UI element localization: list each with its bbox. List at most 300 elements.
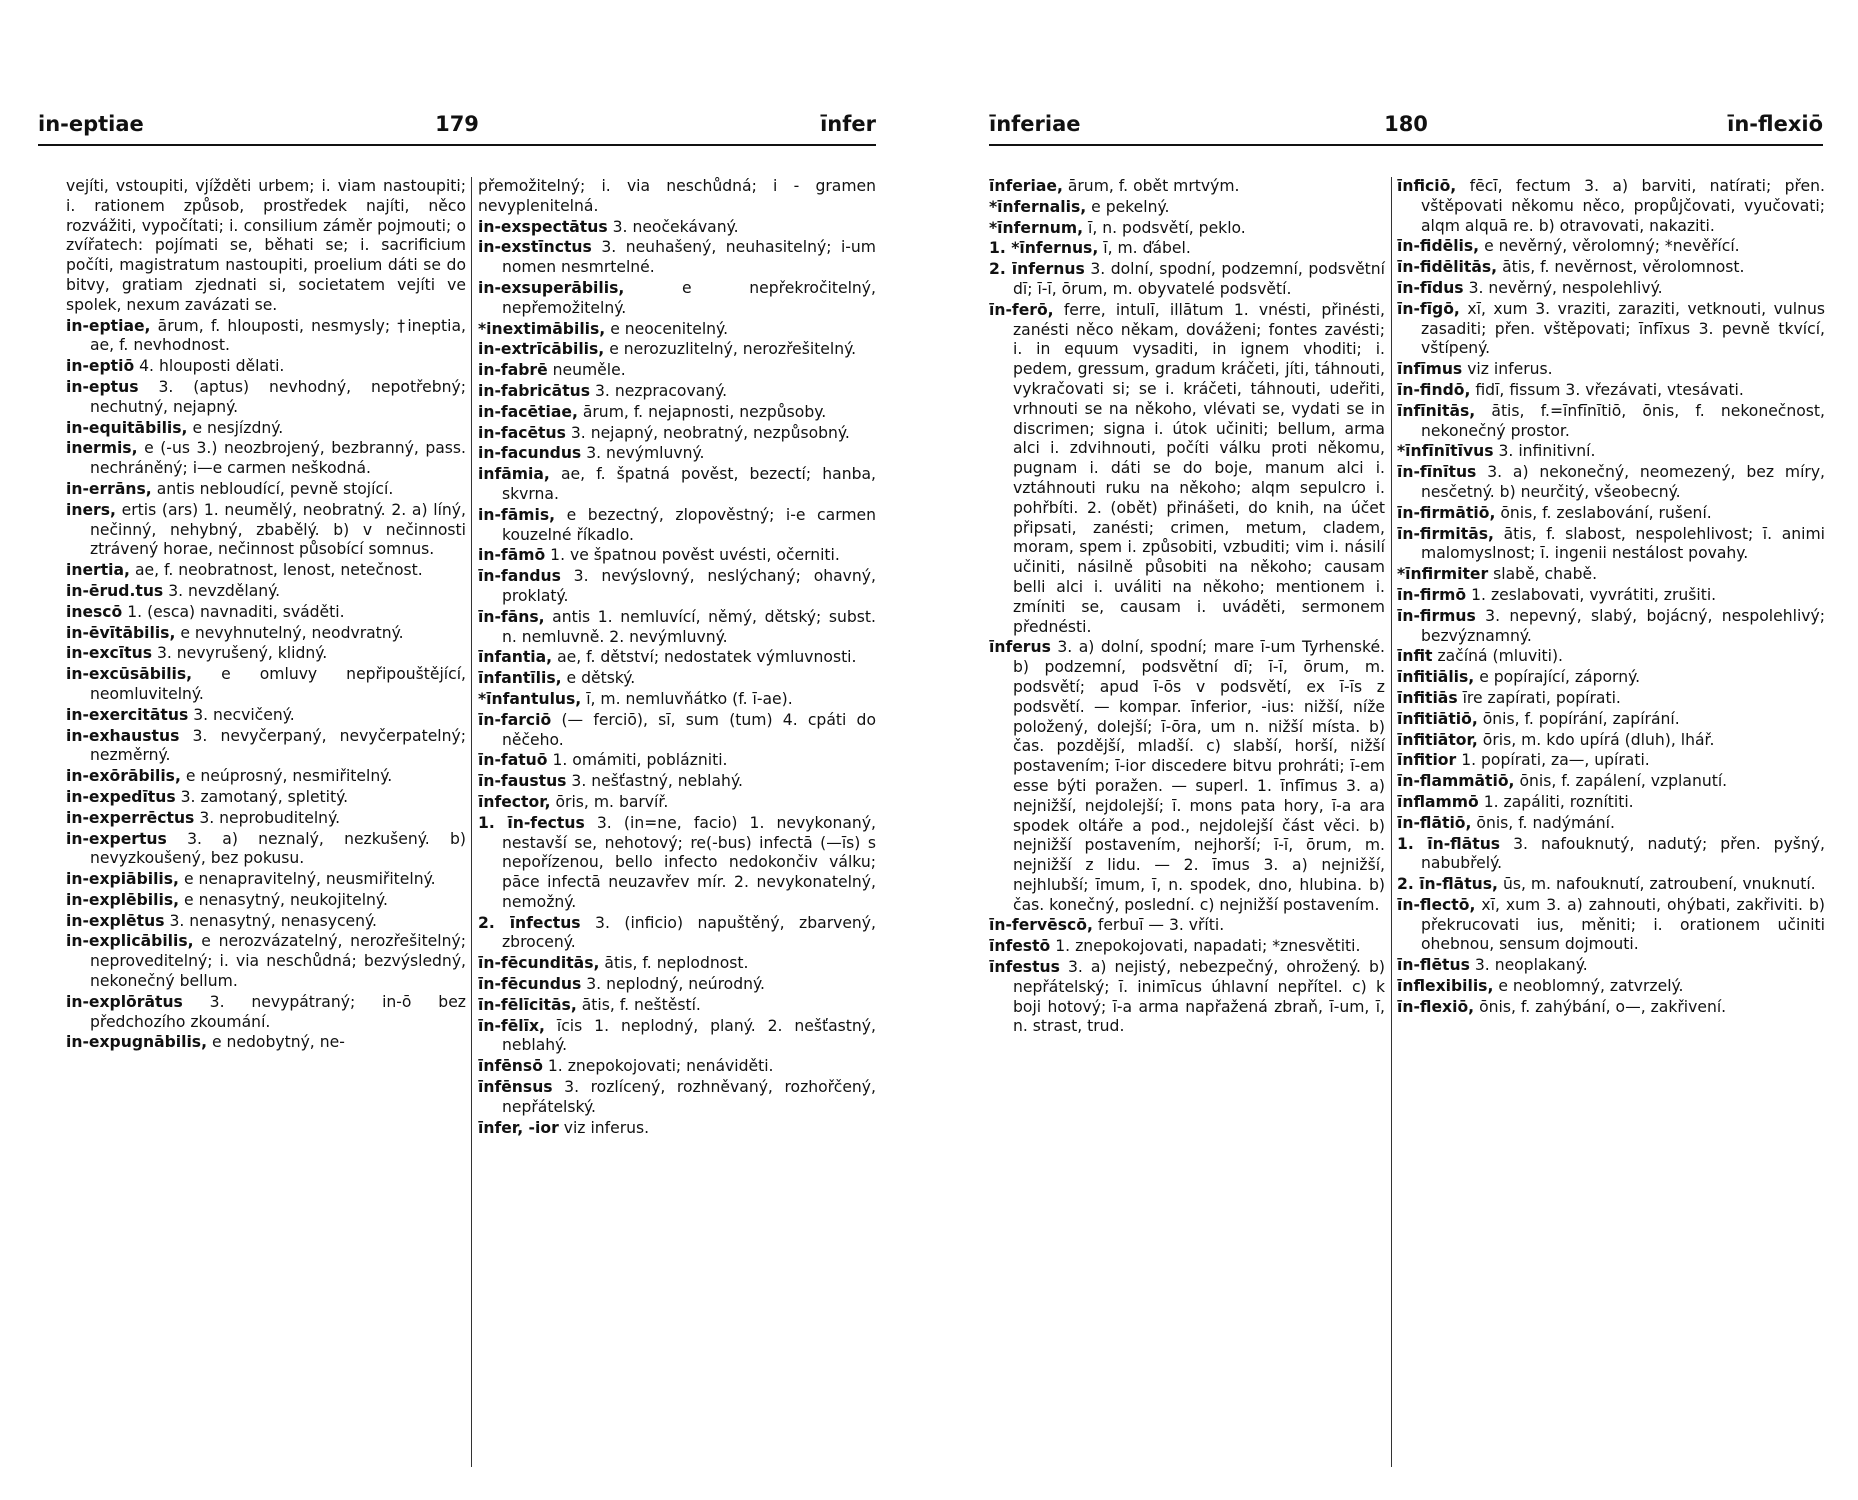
definition-text: antis nebloudící, pevně stojící. [156, 479, 394, 498]
definition-text: 1. znepokojovati; nenáviděti. [547, 1057, 774, 1076]
definition-text: 3. nevypátraný; in-ō bez předchozího zkoumání. [90, 992, 466, 1031]
page-number: 179 [435, 112, 479, 136]
headword: īnfestus [989, 958, 1060, 977]
definition-text: e neoblomný, zatvrzelý. [1498, 977, 1684, 996]
definition-text: ī, m. nemluvňátko (f. ī-ae). [586, 689, 793, 708]
dictionary-entry [1397, 279, 1825, 299]
headword: 1. īn-fectus [478, 813, 585, 832]
definition-text: 3. nevýmluvný. [586, 444, 705, 463]
definition-text: antis 1. nemluvící, němý, dětský; subst. n. nemluvně. 2. nevýmluvný. [502, 607, 876, 646]
column-divider [471, 177, 472, 1467]
headword: īnficiō, [1397, 177, 1457, 195]
definition-text: ae, f. dětství; nedostatek výmluvnosti. [557, 648, 857, 667]
headword: īnferiae, [989, 177, 1063, 195]
dictionary-entry [66, 603, 466, 623]
definition-text: 3. zamotaný, spletitý. [180, 787, 349, 806]
definition-text: ōris, m. barvíř. [555, 792, 669, 811]
headword: īnflexibilis, [1397, 977, 1494, 996]
headword: īnfantia, [478, 648, 553, 667]
headword: inescō [66, 602, 123, 621]
definition-text: e neocenitelný. [610, 319, 729, 338]
headword: in-fabricātus [478, 381, 591, 400]
dictionary-entry [1397, 998, 1825, 1018]
headword: in-facētus [478, 423, 566, 442]
dictionary-entry [478, 711, 876, 751]
dictionary-entry [66, 932, 466, 991]
headword: 2. īnfernus [989, 260, 1085, 279]
dictionary-entry [1397, 977, 1825, 997]
dictionary-entry [66, 419, 466, 439]
definition-text: 3. infinitivní. [1498, 442, 1596, 461]
dictionary-entry [478, 954, 876, 974]
headword: īnfitiās [1397, 688, 1458, 707]
headword: inertia, [66, 561, 130, 580]
headword: īn-firmus [1397, 606, 1476, 625]
dictionary-entry [66, 870, 466, 890]
dictionary-entry [1397, 731, 1825, 751]
headword: in-exercitātus [66, 705, 189, 724]
definition-text: 3. nevzdělaný. [168, 581, 281, 600]
dictionary-entry [66, 912, 466, 932]
definition-text: e nedobytný, ne- [211, 1033, 345, 1052]
headword: īnfer, -ior [478, 1118, 559, 1137]
dictionary-entry [1397, 402, 1825, 442]
dictionary-entry [1397, 258, 1825, 278]
definition-text: ātis, f. neštěstí. [581, 995, 701, 1014]
definition-text: ferbuī — 3. vříti. [1097, 916, 1225, 935]
definition-text: ae, f. špatná pověst, bezectí; hanba, skvrna. [502, 465, 876, 503]
definition-text: 3. nenasytný, nenasycený. [169, 911, 377, 930]
definition-text: 1. popírati, za—, upírati. [1461, 751, 1650, 770]
headword: īnferus [989, 638, 1051, 657]
dictionary-entry [478, 1057, 876, 1077]
dictionary-entry [478, 793, 876, 813]
headword: īn-faustus [478, 772, 567, 791]
dictionary-entry [478, 465, 876, 505]
definition-text: e dětský. [566, 669, 636, 688]
dictionary-entry [478, 506, 876, 546]
headword: in-facētiae, [478, 402, 578, 421]
dictionary-entry [478, 608, 876, 648]
headword: *īnfernalis, [989, 197, 1087, 216]
headword: in-equitābilis, [66, 418, 188, 437]
definition-text: ōnis, f. popírání, zapírání. [1482, 709, 1680, 728]
definition-text: 3. neočekávaný. [612, 217, 739, 236]
dictionary-entry [66, 993, 466, 1033]
definition-text: ī, n. podsvětí, peklo. [1088, 218, 1246, 237]
definition-text: viz inferus. [1467, 360, 1553, 379]
dictionary-entry [66, 439, 466, 479]
headword: in-exsuperābilis, [478, 278, 625, 297]
definition-text: 3. necvičený. [193, 705, 295, 724]
running-head [38, 112, 876, 146]
dictionary-entry [478, 669, 876, 689]
dictionary-entry [1397, 300, 1825, 359]
headword: īn-firmātiō, [1397, 503, 1496, 522]
definition-text: 3. a) nejistý, nebezpečný, ohrožený. b) nepřátelský; ī. inimīcus úhlavní nepřítel. c) k boji hotový; ī-a arma napřažená zbraň, ī-um, ī, n. strast, trud. [1013, 958, 1385, 1036]
definition-text: 3. nepevný, slabý, bojácný, nespolehlivý; bezvýznamný. [1421, 606, 1825, 645]
definition-text: ūs, m. nafouknutí, zatroubení, vnuknutí. [1502, 875, 1816, 894]
headword: īn-fidēlis, [1397, 237, 1480, 256]
dictionary-entry [478, 996, 876, 1016]
headword: in-expedītus [66, 787, 176, 806]
dictionary-entry [1397, 381, 1825, 401]
headword: īnfantīlis, [478, 669, 562, 688]
dictionary-entry [1397, 793, 1825, 813]
headword: īn-firmō [1397, 585, 1467, 604]
dictionary-entry [66, 582, 466, 602]
definition-text: (— ferciō), sī, sum (tum) 4. cpáti do něčeho. [502, 710, 876, 749]
headword: iners, [66, 500, 116, 519]
dictionary-entry [66, 624, 466, 644]
definition-text: 1. znepokojovati, napadati; *znesvětiti. [1055, 937, 1361, 956]
definition-text: 3. nevyčerpaný, nevyčerpatelný; nezměrný. [90, 726, 466, 765]
dictionary-entry [478, 403, 876, 423]
definition-text: e nevěrný, věrolomný; *nevěřící. [1484, 237, 1740, 256]
dictionary-entry [1397, 772, 1825, 792]
dictionary-entry [989, 198, 1385, 218]
definition-text: īre zapírati, popírati. [1462, 688, 1621, 707]
headword: īnfitior [1397, 751, 1457, 770]
dictionary-entry [478, 546, 876, 566]
definition-text: 3. nevýslovný, neslýchaný; ohavný, proklatý. [502, 567, 876, 605]
left-page-column-2 [478, 177, 876, 1467]
headword: īnfitiālis, [1397, 668, 1475, 687]
definition-text: fēcī, fectum 3. a) barviti, natírati; přen. vštěpovati někomu něco, propůjčovati, vyučovati; alqm alquā re. b) otravovati, nakaziti. [1421, 177, 1825, 235]
headword: in-expertus [66, 829, 167, 848]
guide-word-last: īnfer [820, 112, 876, 136]
headword: īnfestō [989, 937, 1051, 956]
dictionary-entry [1397, 177, 1825, 236]
dictionary-entry [1397, 835, 1825, 875]
headword: īn-fatuō [478, 751, 548, 770]
headword: *īnfernum, [989, 218, 1084, 237]
dictionary-entry [989, 638, 1385, 915]
definition-text: 1. omámiti, poblázniti. [552, 751, 728, 770]
definition-text: 3. neuhašený, neuhasitelný; i-um nomen nesmrtelné. [502, 238, 876, 277]
dictionary-entry [1397, 647, 1825, 667]
headword: inermis, [66, 439, 138, 458]
dictionary-entry [66, 317, 466, 357]
definition-text: 1. zapáliti, roznítiti. [1483, 792, 1634, 811]
headword: in-extrīcābilis, [478, 340, 605, 359]
dictionary-entry [478, 1119, 876, 1139]
dictionary-entry [1397, 504, 1825, 524]
definition-text: xī, xum 3. vraziti, zaraziti, vetknouti, vulnus zasaditi; přen. vštěpovati; īnfīxus 3. pevně tkvící, vštípený. [1421, 299, 1825, 358]
headword: īn-fāns, [478, 607, 545, 626]
definition-text: e neúprosný, nesmiřitelný. [185, 767, 393, 786]
definition-text: 3. neplodný, neúrodný. [586, 975, 765, 994]
dictionary-entry [1397, 710, 1825, 730]
definition-text: 3. rozlícený, rozhněvaný, rozhořčený, nepřátelský. [502, 1078, 876, 1116]
headword: īn-fidēlitās, [1397, 258, 1498, 277]
definition-text: 4. hlouposti dělati. [139, 357, 285, 376]
dictionary-entry [1397, 956, 1825, 976]
definition-text: ātis, f. slabost, nespolehlivost; ī. animi malomyslnost; ī. ingenii nestálost povahy. [1421, 524, 1825, 563]
guide-word-first: in-eptiae [38, 112, 144, 136]
headword: īn-flātiō, [1397, 813, 1472, 832]
dictionary-entry [478, 382, 876, 402]
dictionary-entry [478, 648, 876, 668]
headword: *inextimābilis, [478, 319, 606, 338]
definition-text: e nenasytný, neukojitelný. [184, 890, 388, 909]
definition-text: īcis 1. neplodný, planý. 2. nešťastný, neblahý. [502, 1016, 876, 1055]
right-page-column-1 [989, 177, 1385, 1467]
dictionary-entry [1397, 237, 1825, 257]
definition-text: ōnis, f. zeslabování, rušení. [1500, 503, 1712, 522]
headword: īn-fēlīcitās, [478, 995, 577, 1014]
headword: in-expugnābilis, [66, 1033, 208, 1052]
headword: īnfitiātiō, [1397, 709, 1478, 728]
headword: īnfector, [478, 792, 551, 811]
headword: in-expiābilis, [66, 870, 179, 889]
headword: īn-flētus [1397, 956, 1470, 975]
dictionary-entry [478, 218, 876, 238]
dictionary-entry [478, 320, 876, 340]
headword: īn-fandus [478, 567, 561, 586]
definition-text: 3. a) neznalý, nezkušený. b) nevyzkoušený, bez pokusu. [90, 829, 466, 868]
definition-text: vejíti, vstoupiti, vjížděti urbem; i. viam nastoupiti; i. rationem způsob, prostředek najíti, něco rozvážiti, vypočítati; i. consilium záměr pojmouti; o zvířatech: pojímati se, běhati se; i. sacrificium počíti, magistratum nastoupiti, proelium dáti se do bitvy, gratiam zjednati si, societatem vejíti ve spolek, nexum zavázati se. [66, 177, 466, 314]
headword: īnfīnitās, [1397, 401, 1476, 420]
definition-text: fidī, fissum 3. vřezávati, vtesávati. [1475, 380, 1744, 399]
dictionary-entry [1397, 586, 1825, 606]
dictionary-entry [66, 357, 466, 377]
headword: īn-firmitās, [1397, 524, 1494, 543]
dictionary-entry [66, 177, 466, 316]
headword: īn-fēlīx, [478, 1016, 545, 1035]
right-page-column-2 [1397, 177, 1825, 1467]
guide-word-first: īnferiae [989, 112, 1081, 136]
dictionary-entry [478, 1078, 876, 1118]
headword: 2. īn-flātus, [1397, 875, 1498, 894]
definition-text: e bezectný, zlopověstný; i-e carmen kouzelné říkadlo. [502, 505, 876, 544]
headword: in-explicābilis, [66, 932, 194, 951]
dictionary-entry [478, 177, 876, 217]
headword: īn-farciō [478, 710, 552, 729]
definition-text: 3. (inficio) napuštěný, zbarvený, zbrocený. [502, 913, 876, 952]
definition-text: 3. dolní, spodní, podzemní, podsvětní dī; ī-ī, ōrum, m. obyvatelé podsvětí. [1013, 260, 1385, 298]
page-number: 180 [1384, 112, 1428, 136]
headword: in-facundus [478, 444, 582, 463]
headword: *īnfantulus, [478, 689, 582, 708]
dictionary-entry [66, 644, 466, 664]
dictionary-entry [1397, 689, 1825, 709]
dictionary-entry [478, 424, 876, 444]
definition-text: 1. (esca) navnaditi, sváděti. [127, 602, 345, 621]
dictionary-entry [1397, 360, 1825, 380]
definition-text: 3. (in=ne, facio) 1. nevykonaný, nestavší se, nehotový; re(-bus) infectā (—īs) s nepořízenou, bello infecto nedokončiv válku; pāce infectā neuzavřev mír. 2. nevykonatelný, nemožný. [502, 813, 877, 911]
definition-text: viz inferus. [563, 1118, 650, 1137]
definition-text: e (-us 3.) neozbrojený, bezbranný, pass. nechráněný; i—e carmen neškodná. [90, 439, 466, 478]
headword: in-experrēctus [66, 808, 195, 827]
definition-text: 1. ve špatnou pověst uvésti, očerniti. [550, 546, 840, 565]
definition-text: e omluvy nepřipouštějící, neomluvitelný. [90, 665, 466, 703]
definition-text: ārum, f. obět mrtvým. [1067, 177, 1240, 195]
right-page [929, 0, 1858, 1500]
definition-text: ātis, f. nevěrnost, věrolomnost. [1502, 258, 1745, 277]
headword: īn-fervēscō, [989, 916, 1093, 935]
definition-text: 1. zeslabovati, vyvrátiti, zrušiti. [1471, 585, 1717, 604]
headword: in-explēbilis, [66, 890, 180, 909]
definition-text: e nenapravitelný, neusmiřitelný. [183, 870, 436, 889]
dictionary-entry [1397, 607, 1825, 647]
headword: in-exhaustus [66, 726, 180, 745]
dictionary-entry [66, 788, 466, 808]
dictionary-entry [989, 937, 1385, 957]
definition-text: 3. a) dolní, spodní; mare ī-um Tyrhenské. b) podzemní, podsvětní dī; ī-ī, ōrum, m. podsvětí; apud ī-ōs v podsvětí, ex ī-īs z podsvětí. — kompar. īnferior, -ius: nižší, níže položený, dolejší; ī-ōra, um n. nižší místa. b) čas. pozdější, mladší. c) slabší, horší, nižší postavením; ī-ior discedere bitvu prohráti; ī-em esse býti poražen. — superl. 1. īnfīmus 3. a) nejnižší, nejdolejší; ī. mons pata hory, ī-a ara spodek oltáře a pod., nejdolejší část věci. b) nejnižší postavením, nejhorší; ī-ī, ōrum, m. nejnižší z lidu. — 2. īmus 3. a) nejnižší, nejhlubší; īmum, ī, n. spodek, dno, hlubina. b) čas. konečný, poslední. c) nejnižší postavením. [1013, 638, 1385, 914]
dictionary-entry [478, 238, 876, 278]
dictionary-entry [478, 1017, 876, 1057]
headword: 2. īnfectus [478, 913, 581, 932]
dictionary-entry [66, 665, 466, 705]
headword: īn-flectō, [1397, 895, 1476, 914]
guide-word-last: īn-flexiō [1727, 112, 1823, 136]
dictionary-entry [66, 561, 466, 581]
dictionary-entry [989, 958, 1385, 1037]
definition-text: ōnis, f. nadýmání. [1476, 813, 1615, 832]
headword: in-eptiae, [66, 316, 151, 335]
headword: īnfīmus [1397, 360, 1463, 379]
headword: *īnfirmiter [1397, 565, 1489, 584]
dictionary-entry [66, 809, 466, 829]
definition-text: e popírající, záporný. [1479, 668, 1641, 687]
dictionary-entry [989, 916, 1385, 936]
headword: īn-flexiō, [1397, 997, 1475, 1016]
headword: in-eptiō [66, 357, 135, 376]
definition-text: ī, m. ďábel. [1103, 239, 1191, 258]
headword: in-eptus [66, 377, 139, 396]
definition-text: 3. nezpracovaný. [595, 381, 728, 400]
headword: *īnfīnītīvus [1397, 442, 1494, 461]
definition-text: 3. (aptus) nevhodný, nepotřebný; nechutný, nejapný. [90, 377, 466, 416]
dictionary-entry [1397, 565, 1825, 585]
definition-text: e nerozvázatelný, nerozřešitelný; neproveditelný; i. via neschůdná; bezvýsledný, nekonečný bellum. [90, 932, 466, 991]
definition-text: e nevyhnutelný, neodvratný. [180, 623, 404, 642]
definition-text: ōris, m. kdo upírá (dluh), lhář. [1482, 730, 1715, 749]
definition-text: ārum, f. hlouposti, nesmysly; †ineptia, ae, f. nevhodnost. [90, 316, 466, 355]
headword: in-exōrābilis, [66, 767, 181, 786]
definition-text: 3. neoplakaný. [1474, 956, 1588, 975]
dictionary-entry [989, 239, 1385, 259]
dictionary-entry [66, 480, 466, 500]
definition-text: ferre, intulī, illātum 1. vnésti, přinésti, zanésti něco někam, dováženi; fontes zavésti; i. in equum vysaditi, in ignem vhoditi; i. pedem, gressum, gradum kráčeti, jíti, táhnouti, vykračovati si; se i. kráčeti, táhnouti, udeřiti, vrhnouti se na někoho, vlévati se, vydati se in discrimen; signa i. útok učiniti; bellum, arma alci i. zdvihnouti, počíti válku proti někomu, pugnam i. dáti se do boje, manum alci i. vztáhnouti ruku na někoho; alqm sepulcro i. pohřbíti. 2. (obět) přinášeti, do knih, na účet připsati, zanésti; crimen, metum, cladem, moram, spem i. způsobiti, vzbuditi; vim i. násilí učiniti, násilně působiti na někoho; causam belli alci i. uváliti na někoho; mentionem i. zmíniti se, causam i. uváděti, sermonem přednésti. [1013, 300, 1385, 636]
dictionary-entry [478, 914, 876, 954]
headword: īn-fīgō, [1397, 299, 1460, 318]
dictionary-entry [478, 444, 876, 464]
dictionary-entry [1397, 442, 1825, 462]
headword: in-errāns, [66, 479, 152, 498]
dictionary-entry [66, 830, 466, 870]
definition-text: ātis, f.=īnfīnītiō, ōnis, f. nekonečnost, nekonečný prostor. [1421, 401, 1825, 440]
definition-text: 3. a) nekonečný, neomezený, bez míry, nesčetný. b) neurčitý, všeobecný. [1421, 463, 1826, 501]
dictionary-entry [478, 567, 876, 607]
headword: īnfēnsus [478, 1078, 553, 1097]
headword: īnfitiātor, [1397, 730, 1478, 749]
dictionary-entry [1397, 875, 1825, 895]
dictionary-entry [66, 378, 466, 418]
dictionary-entry [66, 706, 466, 726]
dictionary-entry [1397, 896, 1825, 955]
headword: in-fabrē [478, 361, 548, 380]
definition-text: 3. nafouknutý, nadutý; přen. pyšný, nabubřelý. [1421, 834, 1825, 873]
definition-text: slabě, chabě. [1493, 565, 1598, 584]
definition-text: ārum, f. nejapnosti, nezpůsoby. [582, 402, 827, 421]
dictionary-entry [66, 501, 466, 560]
headword: īn-fēcunditās, [478, 954, 600, 973]
definition-text: 3. nešťastný, neblahý. [571, 772, 743, 791]
column-divider [1391, 177, 1392, 1467]
definition-text: ertis (ars) 1. neumělý, neobratný. 2. a) líný, nečinný, nehybný, zbabělý. b) v nečinnosti ztrávený horae, nečinnost působící somnus. [90, 500, 466, 559]
headword: in-fāmis, [478, 505, 556, 524]
dictionary-entry [478, 814, 876, 913]
headword: in-ērud.tus [66, 581, 164, 600]
headword: īnfit [1397, 647, 1433, 666]
definition-text: xī, xum 3. a) zahnouti, ohýbati, zakřiviti. b) překrucovati ius, měniti; i. orationem učiniti ohebnou, sensum dojmouti. [1421, 895, 1825, 954]
definition-text: e nesjízdný. [192, 418, 284, 437]
dictionary-entry [989, 301, 1385, 638]
dictionary-entry [66, 1033, 466, 1053]
dictionary-entry [478, 361, 876, 381]
headword: in-excūsābilis, [66, 665, 193, 684]
headword: infāmia, [478, 465, 550, 484]
dictionary-entry [1397, 814, 1825, 834]
headword: 1. *īnfernus, [989, 239, 1099, 258]
headword: īnfēnsō [478, 1057, 543, 1076]
dictionary-entry [989, 219, 1385, 239]
headword: in-exspectātus [478, 217, 608, 236]
definition-text: e nepřekročitelný, nepřemožitelný. [502, 278, 876, 317]
headword: in-explētus [66, 911, 165, 930]
definition-text: přemožitelný; i. via neschůdná; i - gramen nevyplenitelná. [478, 177, 876, 215]
dictionary-entry [66, 767, 466, 787]
headword: in-fāmō [478, 546, 546, 565]
dictionary-entry [478, 772, 876, 792]
dictionary-entry [478, 975, 876, 995]
headword: in-explōrātus [66, 992, 183, 1011]
headword: īn-findō, [1397, 380, 1471, 399]
definition-text: 3. nevyrušený, klidný. [156, 644, 328, 663]
definition-text: ōnis, f. zapálení, vzplanutí. [1519, 772, 1728, 791]
dictionary-entry [478, 751, 876, 771]
definition-text: ae, f. neobratnost, lenost, netečnost. [134, 561, 423, 580]
definition-text: ōnis, f. zahýbání, o—, zakřivení. [1479, 997, 1727, 1016]
headword: īn-ferō, [989, 300, 1054, 319]
definition-text: začíná (mluviti). [1437, 647, 1564, 666]
dictionary-entry [1397, 463, 1825, 503]
definition-text: 3. nejapný, neobratný, nezpůsobný. [570, 423, 850, 442]
headword: īn-fēcundus [478, 975, 582, 994]
dictionary-entry [478, 340, 876, 360]
headword: in-ēvītābilis, [66, 623, 176, 642]
headword: īnflammō [1397, 792, 1479, 811]
headword: īn-fīdus [1397, 278, 1464, 297]
dictionary-entry [66, 727, 466, 767]
dictionary-entry [1397, 751, 1825, 771]
headword: in-excītus [66, 644, 152, 663]
headword: 1. īn-flātus [1397, 834, 1501, 853]
definition-text: ātis, f. neplodnost. [604, 954, 749, 973]
dictionary-entry [478, 690, 876, 710]
definition-text: 3. neprobuditelný. [199, 808, 341, 827]
definition-text: neuměle. [552, 361, 626, 380]
dictionary-entry [478, 279, 876, 319]
definition-text: e pekelný. [1091, 197, 1170, 216]
definition-text: 3. nevěrný, nespolehlivý. [1468, 278, 1663, 297]
dictionary-entry [1397, 525, 1825, 565]
dictionary-entry [1397, 668, 1825, 688]
definition-text: e nerozuzlitelný, nerozřešitelný. [609, 340, 857, 359]
dictionary-entry [989, 177, 1385, 197]
